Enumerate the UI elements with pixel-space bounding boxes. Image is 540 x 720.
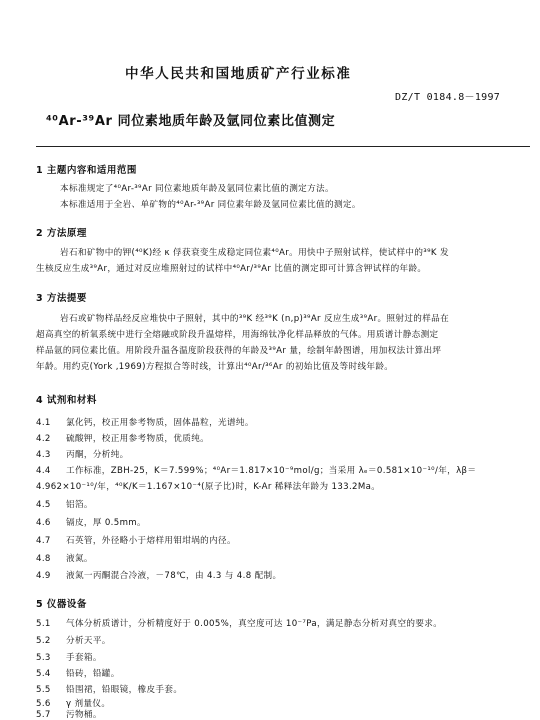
standard-org: 中华人民共和国地质矿产行业标准	[125, 66, 352, 82]
document-title: ⁴⁰Ar-³⁹Ar 同位素地质年龄及氩同位素比值测定	[46, 114, 336, 129]
list-item-text: 手套箱。	[66, 653, 102, 663]
list-item-number: 5.7	[36, 710, 51, 720]
section-1-line: 本标准适用于全岩、单矿物的⁴⁰Ar-³⁹Ar 同位素年龄及氩同位素比值的测定。	[60, 200, 361, 210]
section-3-line: 样品氩的同位素比值。用阶段升温各温度阶段获得的年龄及³⁹Ar 量，绘制年龄图谱，用加权法计算出坪	[36, 346, 442, 356]
section-3-line: 超高真空的析氧系统中进行全熔融或阶段升温熔样，用海绵钛净化样品释放的气体。用质谱计静态测定	[36, 330, 439, 340]
list-item-number: 4.9	[36, 571, 51, 581]
list-item-text: 氯化钙，校正用参考物质，固体晶粒，光谱纯。	[66, 418, 254, 428]
list-item-text: 石英管，外径略小于熔样用钼坩埚的内径。	[66, 536, 236, 546]
list-item	[36, 634, 111, 646]
list-item-text: 工作标准，ZBH-25，K＝7.599%；⁴⁰Ar＝1.817×10⁻⁹mol/g；当采用 λₑ＝0.581×10⁻¹⁰/年，λβ＝	[66, 466, 477, 476]
list-item	[36, 516, 146, 528]
list-item	[36, 708, 102, 720]
list-item-number: 5.5	[36, 685, 51, 695]
list-item-number: 4.3	[36, 450, 51, 460]
list-item-number: 5.6	[36, 699, 51, 709]
section-1-line: 本标准规定了⁴⁰Ar-³⁹Ar 同位素地质年龄及氩同位素比值的测定方法。	[60, 184, 334, 194]
section-4-heading: 4 试剂和材料	[36, 395, 97, 406]
list-item	[36, 569, 281, 581]
list-item-text: 铅砖，铅罐。	[66, 669, 120, 679]
list-item-text: 丙酮，分析纯。	[66, 450, 129, 460]
list-item-number: 5.1	[36, 619, 51, 629]
list-item-number: 4.2	[36, 434, 51, 444]
title-divider	[36, 146, 530, 147]
list-item-text: 气体分析质谱计，分析精度好于 0.005%，真空度可达 10⁻⁷Pa，满足静态分析对真空的要求。	[66, 619, 443, 629]
list-item-number: 4.1	[36, 418, 51, 428]
list-item	[36, 617, 442, 629]
list-item-text: 分析天平。	[66, 636, 111, 646]
list-item-number: 5.4	[36, 669, 51, 679]
section-2-line: 岩石和矿物中的钾(⁴⁰K)经 κ 俘获衰变生成稳定同位素⁴⁰Ar。用快中子照射试样，使试样中的³⁹K 发	[60, 248, 449, 258]
list-item-text: 污物桶。	[66, 710, 102, 720]
list-item	[36, 416, 254, 428]
section-2-line: 生核反应生成³⁹Ar，通过对反应堆照射过的试样中⁴⁰Ar/³⁹Ar 比值的测定即可计算含钾试样的年龄。	[36, 264, 427, 274]
list-item	[36, 683, 182, 695]
list-item-text: γ 剂量仪。	[66, 699, 111, 709]
list-item-text: 铅围裙，铅眼镜，橡皮手套。	[66, 685, 183, 695]
list-item-continuation	[36, 480, 380, 492]
list-item-number: 4.5	[36, 500, 51, 510]
list-item	[36, 448, 129, 460]
list-item-number: 4.7	[36, 536, 51, 546]
section-1-heading: 1 主题内容和适用范围	[36, 165, 137, 176]
list-item	[36, 432, 209, 444]
section-5-heading: 5 仪器设备	[36, 599, 87, 610]
list-item	[36, 552, 93, 564]
list-item-number: 5.2	[36, 636, 51, 646]
list-item-number: 4.8	[36, 554, 51, 564]
list-item-text: 铝箔。	[66, 500, 93, 510]
list-item-number: 4.6	[36, 518, 51, 528]
list-item	[36, 651, 102, 663]
list-item-text: 4.962×10⁻¹⁰/年，⁴⁰K/K＝1.167×10⁻⁴(原子比)时，K-Ar 稀释法年龄为 133.2Ma。	[36, 482, 381, 492]
section-3-line: 年龄。用约克(York ,1969)方程拟合等时线，计算出⁴⁰Ar/³⁶Ar 的初始比值及等时线年龄。	[36, 362, 394, 372]
list-item	[36, 667, 120, 679]
list-item-text: 镉皮，厚 0.5mm。	[66, 518, 146, 528]
section-2-heading: 2 方法原理	[36, 228, 87, 239]
list-item-number: 5.3	[36, 653, 51, 663]
section-3-heading: 3 方法提要	[36, 293, 87, 304]
standard-code: DZ/T 0184.8－1997	[395, 92, 501, 103]
section-3-line: 岩石或矿物样品经反应堆快中子照射，其中的³⁹K 经³⁹K (n,p)³⁹Ar 反应生成³⁹Ar。照射过的样品在	[60, 314, 450, 324]
list-item-text: 液氮一丙酮混合冷液，－78℃，由 4.3 与 4.8 配制。	[66, 571, 282, 581]
list-item-number: 4.4	[36, 466, 51, 476]
list-item-text: 硫酸钾，校正用参考物质，优质纯。	[66, 434, 210, 444]
list-item-text: 液氮。	[66, 554, 93, 564]
list-item	[36, 534, 236, 546]
list-item	[36, 464, 476, 476]
list-item	[36, 498, 93, 510]
